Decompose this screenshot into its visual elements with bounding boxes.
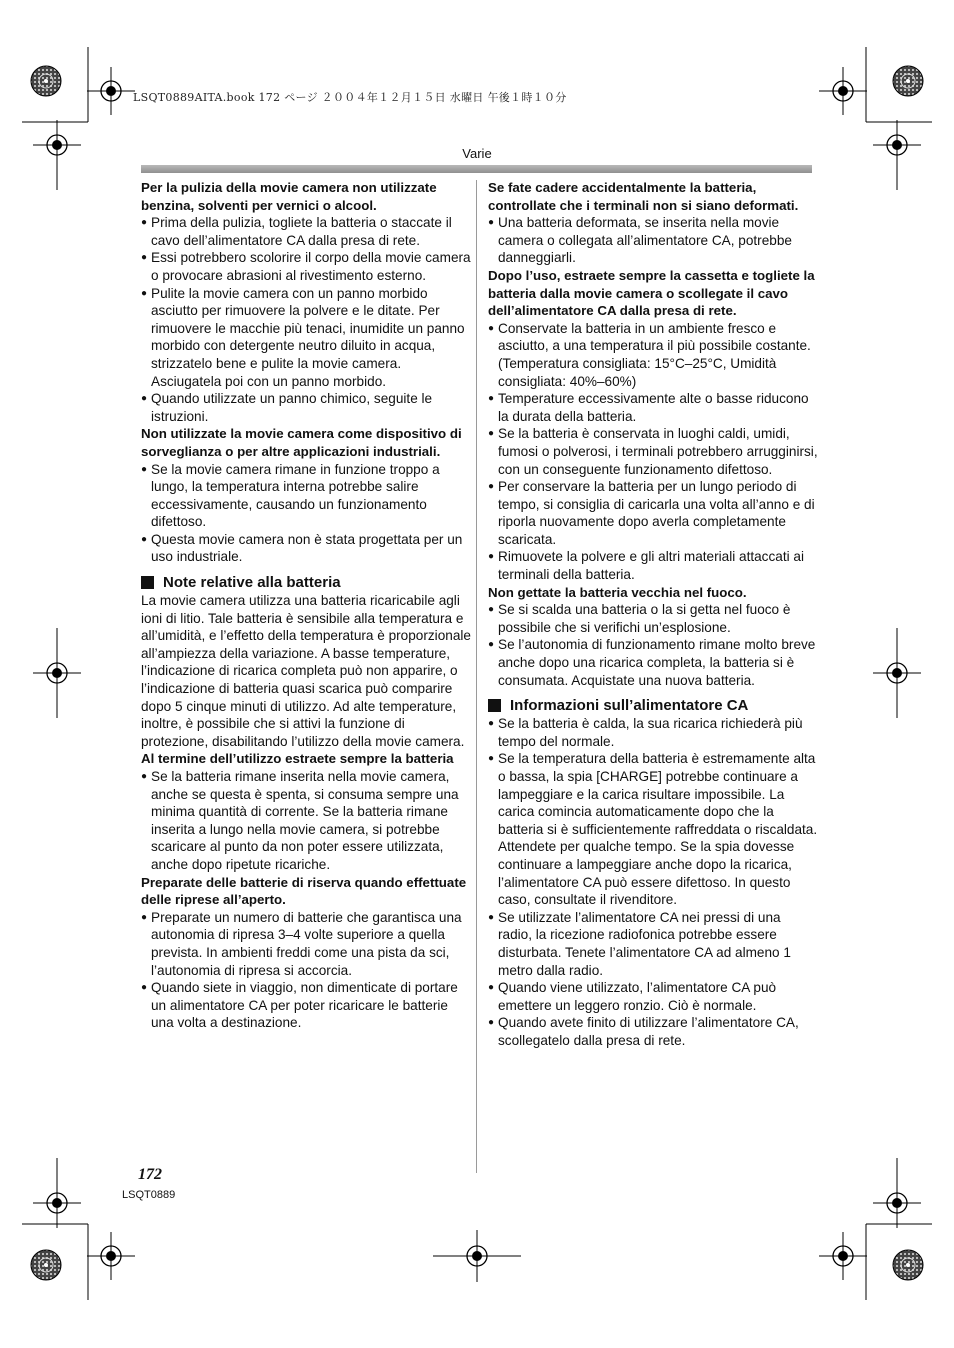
page-code: LSQT0889 bbox=[122, 1189, 176, 1201]
list-item: ● Quando siete in viaggio, non dimenticate di portare un alimentatore CA per poter ricaricare le batterie una volta a destinazione. bbox=[141, 979, 473, 1032]
list-item: ● Quando viene utilizzato, l’alimentatore CA può emettere un leggero ronzio. Ciò è normale. bbox=[488, 979, 818, 1014]
list-item: ● Se la batteria è calda, la sua ricarica richiederà più tempo del normale. bbox=[488, 715, 818, 750]
square-bullet-icon bbox=[141, 576, 154, 589]
column-divider bbox=[476, 180, 477, 1173]
cleaning-list bbox=[141, 214, 473, 425]
battery-paragraph: La movie camera utilizza una batteria ricaricabile agli ioni di litio. Tale batteria è sensibile alla temperatura e all’umidità, e l’effetto della temperatura è proporzionale all’ampiezza della variazione. A basse temperature, l’indicazione di ricarica completa può non apparire, o l’indicazione di batteria quasi scarica può comparire dopo 5 cinque minuti di utilizzo. Ad alte temperature, inoltre, è possibile che si attivi la funzione di protezione, disabilitando l’utilizzo della movie camera. bbox=[141, 593, 471, 749]
right-column bbox=[488, 179, 818, 1050]
surveillance-list bbox=[141, 461, 473, 567]
ac-adaptor-heading bbox=[488, 696, 818, 715]
list-item: ● Una batteria deformata, se inserita nella movie camera o collegata all’alimentatore CA, potrebbe danneggiarli. bbox=[488, 214, 818, 267]
list-item: ● Prima della pulizia, togliete la batteria o staccate il cavo dell’alimentatore CA dalla presa di rete. bbox=[141, 214, 473, 249]
battery-notes-title: Note relative alla batteria bbox=[163, 574, 341, 592]
list-item: ● Se l’autonomia di funzionamento rimane molto breve anche dopo una ricarica completa, la batteria si è consumata. Acquistate una nuova batteria. bbox=[488, 636, 818, 689]
cleaning-heading: Per la pulizia della movie camera non utilizzate benzina, solventi per vernici o alcool. bbox=[141, 180, 437, 213]
dropped-battery-heading: Se fate cadere accidentalmente la batteria, controllate che i terminali non si siano deformati. bbox=[488, 180, 799, 213]
list-item: ● Questa movie camera non è stata progettata per un uso industriale. bbox=[141, 531, 473, 566]
battery-notes-heading bbox=[141, 573, 473, 592]
list-item: ● Pulite la movie camera con un panno morbido asciutto per rimuovere la polvere e le ditate. Per rimuovere le macchie più tenaci, inumidite un panno morbido con detergente neutro diluito in acqua, strizzatelo bene e pulite la movie camera. Asciugatela poi con un panno morbido. bbox=[141, 285, 473, 391]
list-item: ● Se la batteria rimane inserita nella movie camera, anche se questa è spenta, si consuma sempre una minima quantità di corrente. Se la batteria rimane inserita a lungo nella movie camera, si potrebbe scaricare al punto da non poter essere utilizzata, anche dopo ripetute ricariche. bbox=[141, 768, 473, 874]
list-item: ● Preparate un numero di batterie che garantisca una autonomia di ripresa 3–4 volte superiore a quella prevista. In ambienti freddi come una pista da sci, l’autonomia di ripresa si accorcia. bbox=[141, 909, 473, 979]
spare-batteries-list bbox=[141, 909, 473, 1032]
list-item: ● Se utilizzate l’alimentatore CA nei pressi di una radio, la ricezione radiofonica potrebbe essere disturbata. Tenete l’alimentatore CA ad almeno 1 metro dalla radio. bbox=[488, 909, 818, 979]
after-use-list bbox=[488, 320, 818, 584]
list-item: ● Se si scalda una batteria o la si getta nel fuoco è possibile che si verifichi un’esplosione. bbox=[488, 601, 818, 636]
list-item: ● Rimuovete la polvere e gli altri materiali attaccati ai terminali della batteria. bbox=[488, 548, 818, 583]
header-rule bbox=[141, 165, 812, 173]
square-bullet-icon bbox=[488, 699, 501, 712]
ac-adaptor-title: Informazioni sull’alimentatore CA bbox=[510, 697, 749, 715]
fire-list bbox=[488, 601, 818, 689]
page-number: 172 bbox=[138, 1166, 162, 1183]
ac-adaptor-list bbox=[488, 715, 818, 1049]
list-item: ● Se la movie camera rimane in funzione troppo a lungo, la temperatura interna potrebbe salire eccessivamente, causando un funzionamento difettoso. bbox=[141, 461, 473, 531]
left-column bbox=[141, 179, 473, 1032]
section-title: Varie bbox=[462, 146, 492, 161]
spare-batteries-heading: Preparate delle batterie di riserva quando effettuate delle riprese all’aperto. bbox=[141, 874, 467, 908]
list-item: ● Se la temperatura della batteria è estremamente alta o bassa, la spia [CHARGE] potrebbe continuare a lampeggiare e la carica risultare impossibile. La carica comincia automaticamente dopo che la batteria si è sufficientemente raffreddata o riscaldata. Attendete per qualche tempo. Se la spia dovesse continuare a lampeggiare anche dopo la ricarica, l’alimentatore CA può essere difettoso. In questo caso, consultate il rivenditore. bbox=[488, 750, 818, 908]
list-item: ● Essi potrebbero scolorire il corpo della movie camera o provocare abrasioni al rivestimento esterno. bbox=[141, 249, 473, 284]
remove-battery-heading: Al termine dell’utilizzo estraete sempre la batteria bbox=[141, 751, 454, 767]
list-item: ● Quando utilizzate un panno chimico, seguite le istruzioni. bbox=[141, 390, 473, 425]
list-item: ● Temperature eccessivamente alte o basse riducono la durata della batteria. bbox=[488, 390, 818, 425]
list-item: ● Se la batteria è conservata in luoghi caldi, umidi, fumosi o polverosi, i terminali potrebbero arrugginirsi, con un conseguente funzionamento difettoso. bbox=[488, 425, 818, 478]
list-item: ● Quando avete finito di utilizzare l’alimentatore CA, scollegatelo dalla presa di rete. bbox=[488, 1014, 818, 1049]
fire-heading: Non gettate la batteria vecchia nel fuoco. bbox=[488, 584, 747, 600]
list-item: ● Per conservare la batteria per un lungo periodo di tempo, si consiglia di caricarla una volta all’anno e di riporla nuovamente dopo averla completamente scaricata. bbox=[488, 478, 818, 548]
after-use-heading: Dopo l’uso, estraete sempre la cassetta e togliete la batteria dalla movie camera o scollegate il cavo dell’alimentatore CA dalla presa di rete. bbox=[488, 267, 815, 319]
remove-battery-list bbox=[141, 768, 473, 874]
dropped-battery-list bbox=[488, 214, 818, 267]
surveillance-heading: Non utilizzate la movie camera come dispositivo di sorveglianza o per altre applicazioni industriali. bbox=[141, 426, 462, 459]
print-header: LSQT0889AITA.book 172 ページ ２００４年１２月１５日 水曜日 午後１時１０分 bbox=[133, 91, 567, 104]
list-item: ● Conservate la batteria in un ambiente fresco e asciutto, a una temperatura il più possibile costante. (Temperatura consigliata: 15°C–25°C, Umidità consigliata: 40%–60%) bbox=[488, 320, 818, 390]
